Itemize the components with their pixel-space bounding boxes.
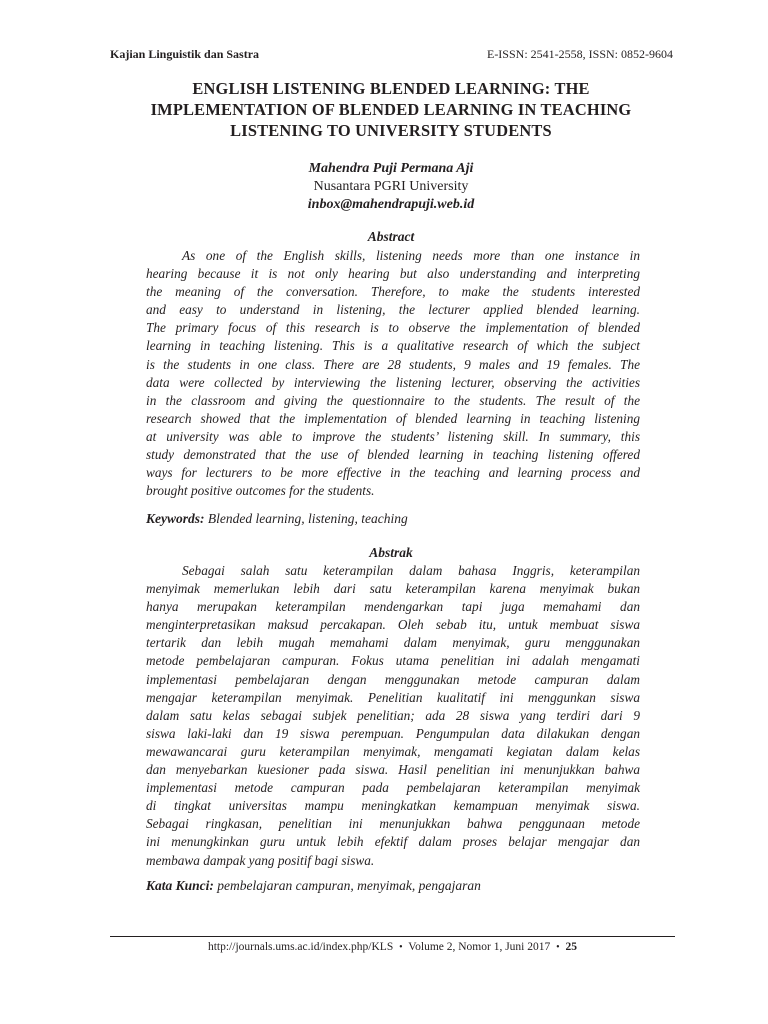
- issn-info: E-ISSN: 2541-2558, ISSN: 0852-9604: [486, 47, 673, 61]
- paragraph-line: mewawancarai guru keterampilan menyimak, mengamati kegiatan dalam kelas: [146, 743, 640, 759]
- paragraph-line: dalam satu kelas sebagai subjek penelitian; ada 28 siswa yang terdiri dari 9: [146, 707, 640, 723]
- author-affiliation: Nusantara PGRI University: [313, 179, 469, 194]
- footer-divider: [110, 936, 675, 937]
- page-footer: [110, 941, 675, 953]
- journal-name: Kajian Linguistik dan Sastra: [110, 47, 260, 61]
- paragraph-line: in the classroom and giving the questionnaire to the students. The result of the: [146, 392, 640, 408]
- paragraph-line: tertarik dan lebih mugah memahami dalam menyimak, guru menggunakan: [146, 635, 640, 651]
- title-line: IMPLEMENTATION OF BLENDED LEARNING IN TEACHING: [150, 100, 632, 119]
- paragraph-line: di tingkat universitas mampu meningkatkan kemampuan menyimak siswa.: [146, 798, 640, 814]
- paragraph-line: and easy to understand in listening, the lecturer applied blended learning.: [146, 302, 640, 318]
- abstract-heading: Abstract: [367, 229, 415, 244]
- author-block: [110, 160, 672, 214]
- paragraph-line: the meaning of the conversation. Therefore, to make the students interested: [146, 284, 640, 300]
- keywords-text: Blended learning, listening, teaching: [207, 511, 408, 526]
- separator: •: [399, 942, 403, 953]
- paragraph-line: research showed that the implementation of blended learning in teaching listening: [146, 410, 640, 426]
- paragraph-line: is the students in one class. There are 28 students, 9 males and 19 females. The: [146, 356, 640, 372]
- author-email[interactable]: inbox@mahendrapuji.web.id: [307, 197, 475, 212]
- title-line: ENGLISH LISTENING BLENDED LEARNING: THE: [192, 79, 590, 98]
- paragraph-line: implementasi metode campuran pada pembelajaran keterampilan menyimak: [146, 780, 640, 796]
- running-header: [110, 47, 673, 62]
- paragraph-line: membawa dampak yang positif bagi siswa.: [146, 852, 375, 868]
- page-number: 25: [565, 941, 578, 953]
- author-name: Mahendra Puji Permana Aji: [308, 161, 474, 176]
- paragraph-line: at university was able to improve the students’ listening skill. In summary, this: [146, 428, 640, 444]
- paragraph-line: mengajar keterampilan menyimak. Penelitian kualitatif ini menggunkan siswa: [146, 689, 640, 705]
- paragraph-line: siswa laki-laki dan 19 siswa perempuan. Pengumpulan data dilakukan dengan: [146, 725, 640, 741]
- paragraph-line: Sebagai salah satu keterampilan dalam bahasa Inggris, keterampilan: [182, 563, 640, 578]
- paragraph-line: metode pembelajaran campuran. Fokus utama penelitian ini adalah mengamati: [146, 653, 640, 669]
- kata-kunci-text: pembelajaran campuran, menyimak, pengajaran: [217, 878, 481, 893]
- keywords-line: [146, 511, 640, 527]
- abstrak-body: [146, 562, 640, 870]
- separator: •: [556, 942, 560, 953]
- paragraph-line: implementasi pembelajaran dengan menggunakan metode campuran dalam: [146, 671, 640, 687]
- paragraph-line: As one of the English skills, listening needs more than one instance in: [182, 248, 640, 263]
- paragraph-line: dan menyebarkan kuesioner pada siswa. Hasil penelitian ini menunjukkan bahwa: [146, 762, 640, 778]
- kata-kunci-line: [146, 878, 640, 894]
- paragraph-line: menyimak memerlukan lebih dari satu keterampilan karena menyimak bukan: [146, 581, 640, 597]
- paragraph-line: The primary focus of this research is to observe the implementation of blended: [146, 320, 640, 336]
- volume-info: Volume 2, Nomor 1, Juni 2017: [408, 941, 551, 953]
- abstract-body: [146, 247, 640, 500]
- paragraph-line: brought positive outcomes for the students.: [146, 483, 375, 499]
- kata-kunci-label: Kata Kunci:: [146, 878, 214, 893]
- title-line: LISTENING TO UNIVERSITY STUDENTS: [230, 121, 552, 140]
- article-title: [110, 78, 672, 141]
- abstrak-heading: Abstrak: [369, 545, 413, 560]
- paragraph-line: study demonstrated that the use of blended learning in teaching listening offered: [146, 447, 640, 463]
- paragraph-line: data were collected by interviewing the listening lecturer, observing the activities: [146, 374, 640, 390]
- keywords-label: Keywords:: [146, 511, 205, 526]
- paragraph-line: ini menungkinkan guru untuk lebih efektif dalam proses belajar mengajar dan: [146, 834, 640, 850]
- paragraph-line: Sebagai ringkasan, penelitian ini menunjukkan bahwa penggunaan metode: [146, 816, 640, 832]
- journal-url[interactable]: http://journals.ums.ac.id/index.php/KLS: [207, 941, 394, 953]
- paragraph-line: learning in teaching listening. This is a qualitative research of which the subject: [146, 338, 640, 354]
- paragraph-line: menginterpretasikan maksud percakapan. Oleh sebab itu, untuk membuat siswa: [146, 617, 640, 633]
- paragraph-line: ways for lecturers to be more effective in the teaching and learning process and: [146, 465, 640, 481]
- paragraph-line: hearing because it is not only hearing but also understanding and interpreting: [146, 266, 640, 282]
- paragraph-line: hanya merupakan keterampilan mendengarkan tapi juga memahami dan: [146, 599, 640, 615]
